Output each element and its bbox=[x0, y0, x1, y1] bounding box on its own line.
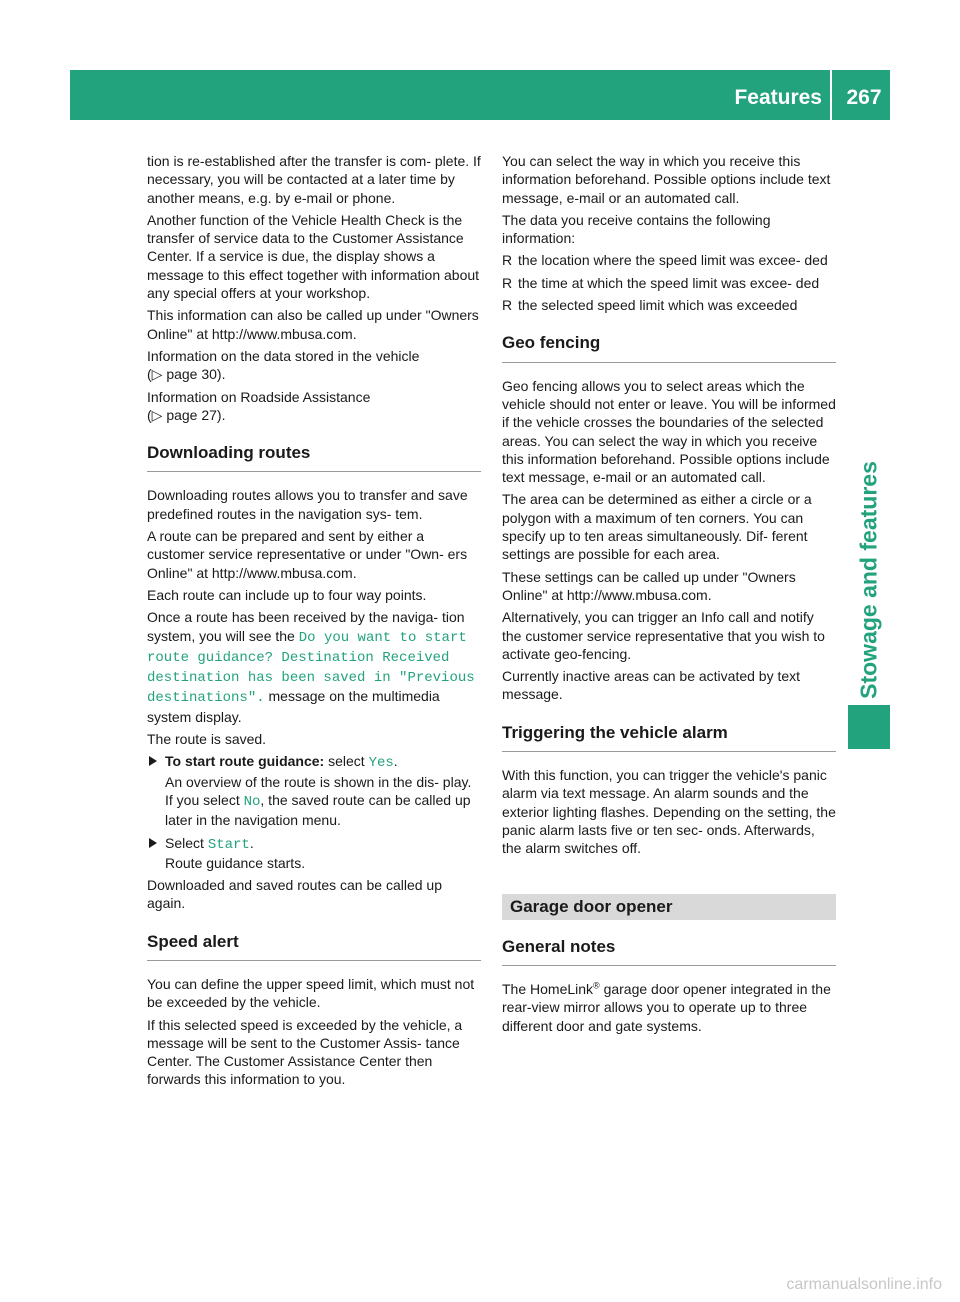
display-option: Start bbox=[207, 836, 250, 853]
list-item-text: the location where the speed limit was excee- ded bbox=[518, 252, 828, 269]
step-arrow-icon bbox=[149, 756, 157, 766]
paragraph: You can select the way in which you receive this information beforehand. Possible options include text message, e-mail or an automated call. bbox=[502, 153, 831, 206]
instruction-step bbox=[147, 834, 481, 873]
display-option: Yes bbox=[368, 755, 394, 772]
right-column bbox=[502, 152, 836, 1039]
paragraph: This information can also be called up under "Owners Online" at http://www.mbusa.com. bbox=[147, 307, 479, 342]
text: , the saved route can be called up later in the navigation menu. bbox=[165, 791, 471, 829]
page-number: 267 bbox=[846, 86, 882, 109]
paragraph bbox=[502, 980, 836, 1035]
page-link[interactable]: (▷ page 30). bbox=[147, 366, 226, 383]
paragraph: Downloaded and saved routes can be called up again. bbox=[147, 877, 442, 912]
heading-speed-alert: Speed alert bbox=[147, 933, 481, 961]
paragraph: The area can be determined as either a circle or a polygon with a maximum of ten corners. You can specify up to ten areas simultaneously. Dif- ferent settings are possible for each area. bbox=[502, 491, 812, 563]
header-divider bbox=[830, 70, 832, 120]
text: Once a route has been received by the naviga- tion system, you will see the bbox=[147, 609, 465, 644]
paragraph: A route can be prepared and sent by either a customer service representative or under "Own- ers Online" at http://www.mbusa.com. bbox=[147, 528, 468, 581]
text: . bbox=[249, 834, 254, 851]
bullet-icon: R bbox=[502, 252, 513, 269]
paragraph: With this function, you can trigger the vehicle's panic alarm via text message. An alarm sounds and the exterior lighting flashes. Depending on the setting, the panic alarm lasts five or ten sec- onds. Afterwards, the alarm switches off. bbox=[502, 767, 836, 857]
page-reference bbox=[147, 388, 481, 425]
list-item bbox=[502, 251, 836, 269]
text: garage door opener integrated in the rear-view mirror allows you to operate up to three different door and gate systems. bbox=[502, 981, 831, 1034]
paragraph: You can define the upper speed limit, which must not be exceeded by the vehicle. bbox=[147, 975, 475, 1011]
text: . bbox=[393, 753, 398, 770]
text: The HomeLink bbox=[502, 981, 594, 998]
page-link[interactable]: (▷ page 27). bbox=[147, 406, 226, 423]
text: Select bbox=[165, 834, 208, 851]
step-result: Route guidance starts. bbox=[165, 854, 306, 871]
step-arrow-icon bbox=[149, 838, 157, 848]
bullet-icon: R bbox=[502, 274, 513, 291]
paragraph: These settings can be called up under "Owners Online" at http://www.mbusa.com. bbox=[502, 568, 796, 603]
heading-vehicle-alarm: Triggering the vehicle alarm bbox=[502, 724, 836, 752]
instruction-step bbox=[147, 752, 481, 829]
paragraph: Another function of the Vehicle Health Check is the transfer of service data to the Customer Assistance Center. If a service is due, the display shows a message to this effect together with information about any special offers at your workshop. bbox=[147, 211, 480, 302]
paragraph: Currently inactive areas can be activated by text message. bbox=[502, 668, 801, 703]
step-label: To start route guidance: bbox=[165, 753, 325, 770]
watermark: carmanualsonline.info bbox=[786, 1276, 942, 1293]
left-column bbox=[147, 152, 481, 1093]
paragraph: If this selected speed is exceeded by the vehicle, a message will be sent to the Customer Assis- tance Center. The Customer Assistance Center then forwards this information to you. bbox=[147, 1016, 463, 1088]
section-title: Features bbox=[734, 86, 822, 109]
display-message: Do you want to start route guidance? Destination Received destination has been saved in "Previous destinations". bbox=[147, 629, 475, 707]
list-item-text: the selected speed limit which was exceeded bbox=[518, 297, 798, 314]
section-garage-door-opener: Garage door opener bbox=[502, 894, 836, 920]
paragraph: Geo fencing allows you to select areas which the vehicle should not enter or leave. You will be informed if the vehicle crosses the boundaries of the selected areas. You can select the way in which you receive this information beforehand. Possible options include text message, e-mail or an automated call. bbox=[502, 377, 836, 486]
side-tab-marker bbox=[848, 705, 890, 749]
paragraph: The route is saved. bbox=[147, 731, 267, 748]
heading-general-notes: General notes bbox=[502, 938, 836, 966]
heading-downloading-routes: Downloading routes bbox=[147, 444, 481, 472]
heading-geo-fencing: Geo fencing bbox=[502, 334, 836, 362]
list-item bbox=[502, 274, 836, 292]
paragraph: tion is re-established after the transfer is com- plete. If necessary, you will be contacted at a later time by another means, e.g. by e-mail or phone. bbox=[147, 153, 481, 206]
page-reference bbox=[147, 347, 481, 384]
step-result: An overview of the route is shown in the dis- play. bbox=[165, 773, 472, 790]
paragraph: Downloading routes allows you to transfer and save predefined routes in the navigation sys- tem. bbox=[147, 487, 468, 522]
reference-text: Information on Roadside Assistance bbox=[147, 388, 371, 405]
text: message on the multimedia system display. bbox=[147, 688, 440, 725]
paragraph bbox=[147, 608, 481, 726]
list-item-text: the time at which the speed limit was excee- ded bbox=[518, 274, 820, 291]
reference-text: Information on the data stored in the vehicle bbox=[147, 347, 420, 364]
side-tab-label: Stowage and features bbox=[855, 461, 882, 699]
registered-mark: ® bbox=[593, 980, 600, 991]
paragraph: The data you receive contains the following information: bbox=[502, 211, 771, 247]
display-option: No bbox=[243, 793, 261, 810]
paragraph: Each route can include up to four way points. bbox=[147, 586, 427, 603]
paragraph: Alternatively, you can trigger an Info call and notify the customer service representative that you wish to activate geo-fencing. bbox=[502, 609, 825, 662]
text: select bbox=[324, 753, 369, 770]
text: If you select bbox=[165, 791, 244, 808]
bullet-icon: R bbox=[502, 297, 513, 314]
list-item bbox=[502, 296, 836, 314]
